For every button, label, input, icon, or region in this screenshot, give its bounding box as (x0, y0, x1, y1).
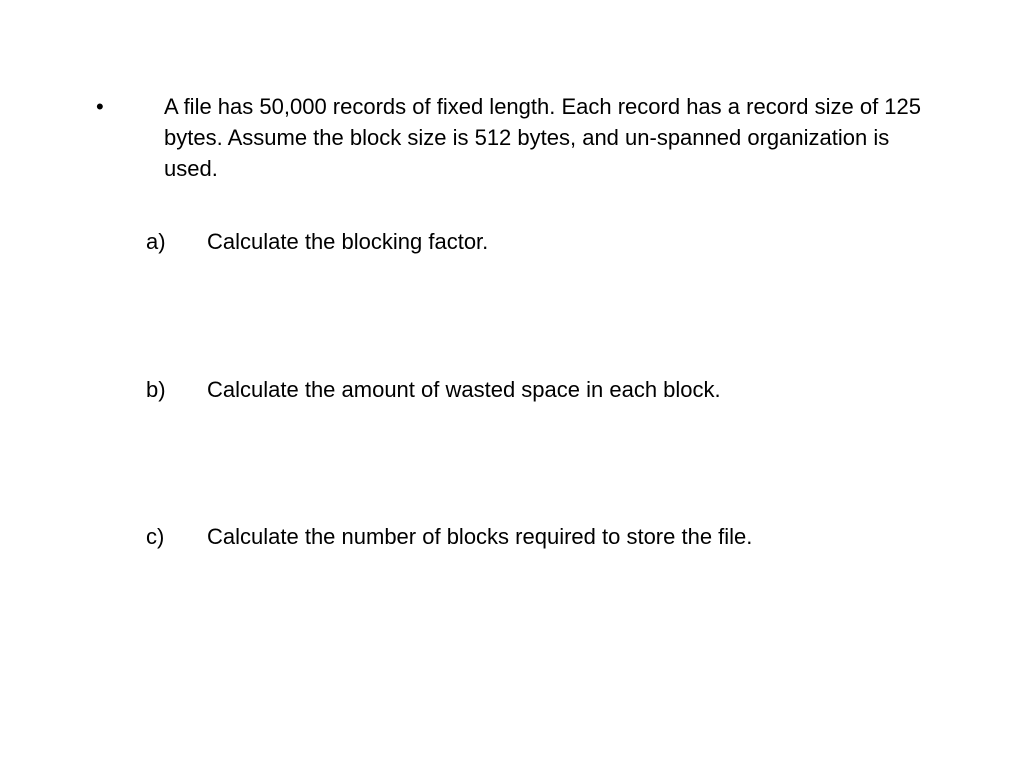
question-a (146, 226, 906, 257)
question-label: c) (146, 524, 165, 549)
question-c (146, 521, 906, 552)
question-label: a) (146, 229, 166, 254)
question-label: b) (146, 377, 166, 402)
problem-statement: A file has 50,000 records of fixed length. Each record has a record size of 125 bytes. Assume the block size is 512 bytes, and un-spanned organization is used. (164, 94, 922, 181)
question-text: Calculate the number of blocks required to store the file. (207, 524, 753, 549)
bullet-marker: • (96, 94, 104, 119)
question-text: Calculate the blocking factor. (207, 229, 489, 254)
question-b (146, 374, 906, 405)
question-text: Calculate the amount of wasted space in each block. (207, 377, 721, 402)
